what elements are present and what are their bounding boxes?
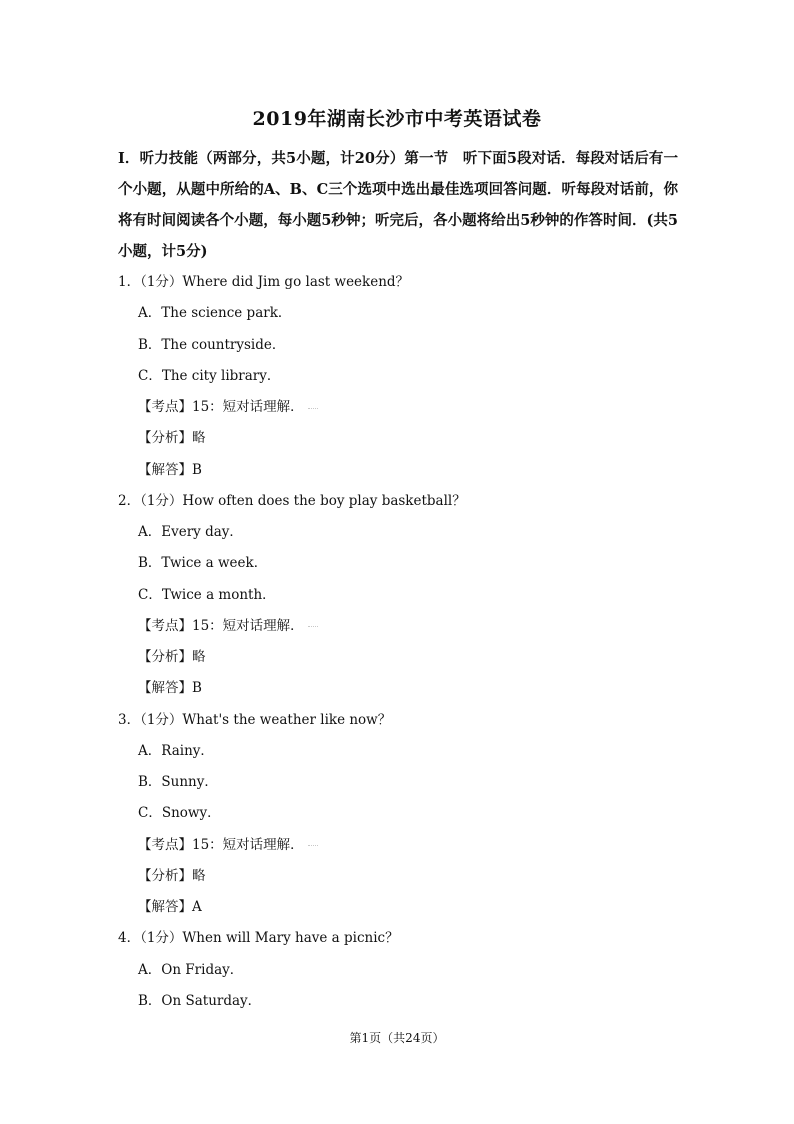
question-3-kaodian [118,830,678,861]
question-2-option-a: A．Every day． [138,524,243,540]
question-list [118,267,678,1017]
question-2-option-c: C．Twice a month． [138,586,276,603]
question-3-stem: 3．（1分）What's the weather like now？ [118,711,392,728]
question-1-fenxi: 【分析】略 [138,430,206,447]
question-2-jieda: 【解答】B [138,680,202,697]
question-1-jieda: 【解答】B [138,461,202,478]
dotted-mark [308,625,318,627]
question-2-stem: 2．（1分）How often does the boy play basketball？ [118,492,466,509]
question-1-option-b: B．The countryside． [138,336,286,353]
question-2-kaodian-text: 【考点】15：短对话理解． [138,617,304,634]
question-4-stem: 4．（1分）When will Mary have a picnic？ [118,930,399,947]
question-1-stem: 1．（1分）Where did Jim go last weekend？ [118,274,410,290]
page-title: 2019年湖南长沙市中考英语试卷 [252,108,542,130]
question-2-fenxi: 【分析】略 [138,649,206,665]
question-3-option-c: C．Snowy． [138,805,221,822]
question-3-option-a: A．Rainy． [138,742,214,759]
question-4-option-a: A．On Friday． [138,961,244,978]
question-1-option-a: A．The science park． [138,305,292,322]
question-3-fenxi: 【分析】略 [138,867,206,884]
dotted-mark [308,407,318,409]
question-1-kaodian-text: 【考点】15：短对话理解． [138,399,304,415]
question-1-kaodian [118,392,678,423]
question-4-option-b: B．On Saturday． [138,992,262,1009]
question-2-option-b: B．Twice a week． [138,555,268,572]
question-3-option-b: B．Sunny． [138,774,218,790]
question-2-kaodian [118,611,678,642]
question-3-kaodian-text: 【考点】15：短对话理解． [138,836,304,853]
dotted-mark [308,844,318,846]
question-1-option-c: C．The city library． [138,367,281,384]
page-footer: 第1页（共24页） [349,1031,445,1045]
section-instructions: I．听力技能（两部分，共5小题，计20分）第一节 听下面5段对话．每段对话后有一个小题，从题中所给的A、B、C三个选项中选出最佳选项回答问题．听每段对话前，你将有时间阅读各个小题，每小题5秒钟；听完后，各小题将给出5秒钟的作答时间．(共5小题，计5分) [118,150,678,260]
question-3-jieda: 【解答】A [138,899,202,915]
